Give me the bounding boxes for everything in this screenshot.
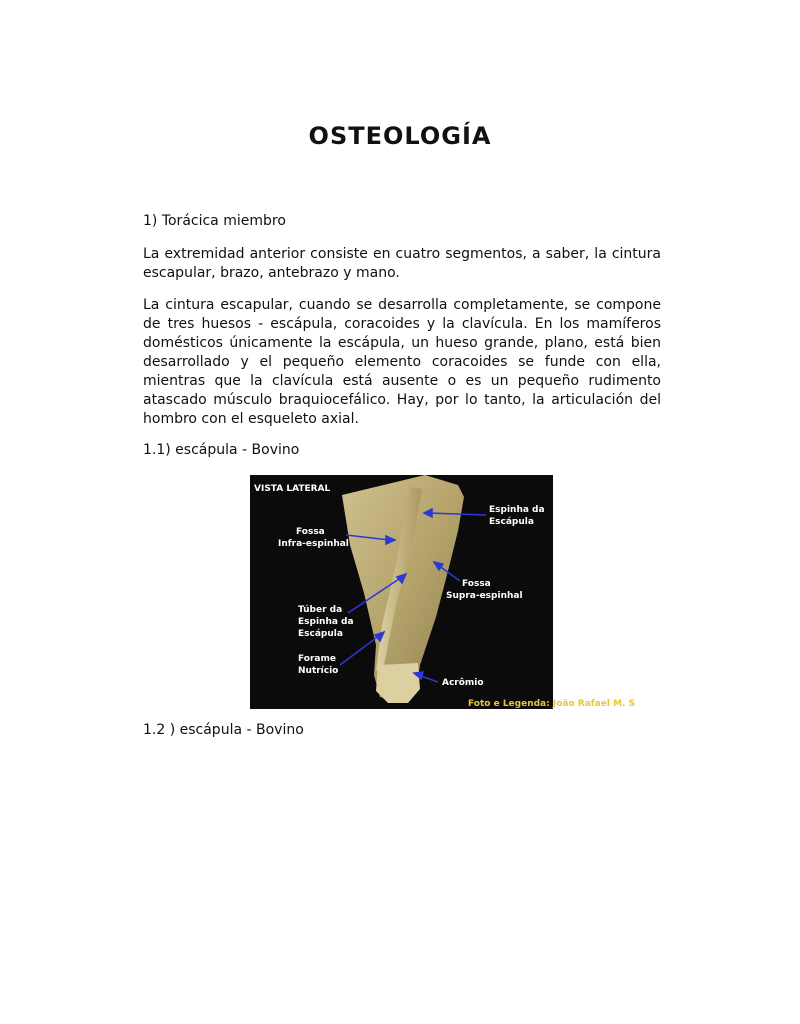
label-espinha-line1: Espinha da xyxy=(489,505,545,515)
label-forame-line1: Forame xyxy=(298,654,336,664)
label-fossa-infra-line2: Infra-espinhal xyxy=(278,539,349,549)
section-heading-escapula-1: 1.1) escápula - Bovino xyxy=(143,442,300,458)
paragraph-cintura-escapular: La cintura escapular, cuando se desarrolla completamente, se compone de tres huesos - escápula, coracoides y la clavícula. En los mamíferos domésticos únicamente la escápula, un hueso grande, plano, está bien desarrollado y el pequeño elemento coracoides se funde con ella, mientras que la clavícula está ausente o es un pequeño rudimento atascado músculo braquiocefálico. Hay, por lo tanto, la articulación del hombro con el esqueleto axial. xyxy=(143,297,661,427)
label-fossa-supra-line2: Supra-espinhal xyxy=(446,591,523,601)
paragraph-extremidad: La extremidad anterior consiste en cuatro segmentos, a saber, la cintura escapular, brazo, antebrazo y mano. xyxy=(143,246,661,281)
figure-credit: Foto e Legenda: João Rafael M. S xyxy=(468,699,636,709)
section-heading-escapula-2: 1.2 ) escápula - Bovino xyxy=(143,722,304,738)
label-fossa-infra-line1: Fossa xyxy=(296,527,325,537)
label-tuber-line3: Escápula xyxy=(298,629,343,639)
figure-title: VISTA LATERAL xyxy=(254,484,331,494)
scapula-diagram xyxy=(250,475,636,709)
section-heading-toracica: 1) Torácica miembro xyxy=(143,213,286,229)
label-forame-line2: Nutrício xyxy=(298,666,339,676)
scapula-figure xyxy=(250,475,636,709)
label-tuber-line1: Túber da xyxy=(298,605,343,615)
page-title: OSTEOLOGÍA xyxy=(308,122,492,150)
label-tuber-line2: Espinha da xyxy=(298,617,354,627)
label-fossa-supra-line1: Fossa xyxy=(462,579,491,589)
label-acromio: Acrômio xyxy=(442,678,484,688)
label-espinha-line2: Escápula xyxy=(489,517,534,527)
